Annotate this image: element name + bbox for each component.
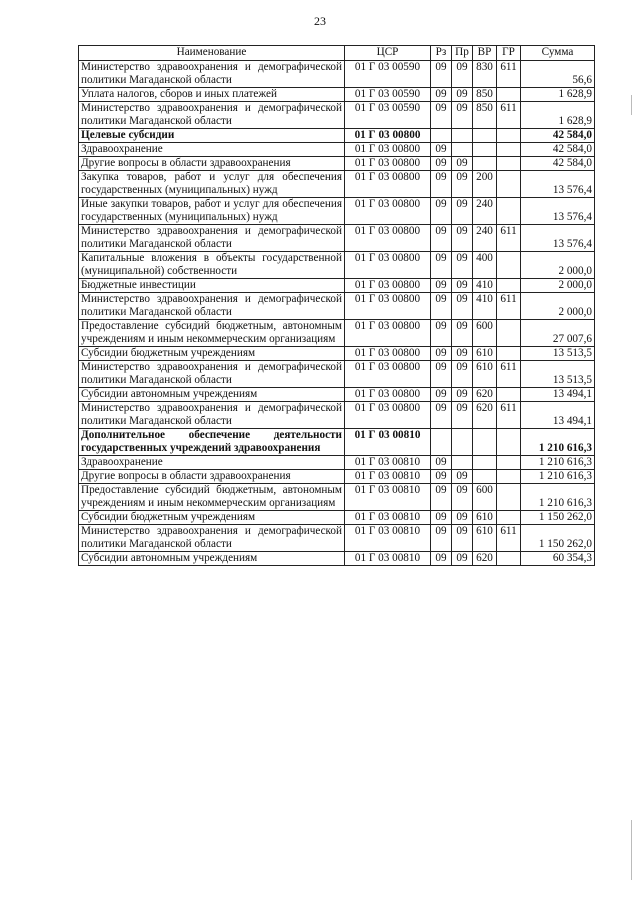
cell-gr	[497, 552, 521, 566]
table-row	[79, 102, 595, 129]
cell-vr: 610	[473, 511, 497, 525]
cell-name: Субсидии бюджетным учреждениям	[79, 347, 345, 361]
cell-rz: 09	[431, 361, 452, 388]
cell-name: Министерство здравоохранения и демографической политики Магаданской области	[79, 225, 345, 252]
cell-csr: 01 Г 03 00800	[345, 157, 431, 171]
cell-pr	[452, 456, 473, 470]
cell-rz: 09	[431, 198, 452, 225]
table-row	[79, 402, 595, 429]
header-name: Наименование	[79, 46, 345, 61]
cell-gr: 611	[497, 361, 521, 388]
cell-pr: 09	[452, 88, 473, 102]
cell-pr: 09	[452, 552, 473, 566]
cell-pr: 09	[452, 225, 473, 252]
cell-vr: 400	[473, 252, 497, 279]
cell-rz: 09	[431, 61, 452, 88]
cell-sum: 42 584,0	[521, 143, 595, 157]
cell-csr: 01 Г 03 00810	[345, 456, 431, 470]
table-row	[79, 293, 595, 320]
cell-vr: 600	[473, 320, 497, 347]
cell-name: Министерство здравоохранения и демографической политики Магаданской области	[79, 102, 345, 129]
cell-vr: 610	[473, 361, 497, 388]
cell-pr: 09	[452, 511, 473, 525]
cell-name: Министерство здравоохранения и демографической политики Магаданской области	[79, 293, 345, 320]
cell-sum: 2 000,0	[521, 293, 595, 320]
cell-rz: 09	[431, 456, 452, 470]
cell-gr	[497, 143, 521, 157]
cell-vr	[473, 429, 497, 456]
cell-pr: 09	[452, 320, 473, 347]
cell-pr: 09	[452, 484, 473, 511]
cell-csr: 01 Г 03 00800	[345, 320, 431, 347]
table-row	[79, 552, 595, 566]
cell-csr: 01 Г 03 00800	[345, 388, 431, 402]
cell-name: Бюджетные инвестиции	[79, 279, 345, 293]
cell-pr: 09	[452, 102, 473, 129]
cell-vr: 410	[473, 279, 497, 293]
cell-name: Министерство здравоохранения и демографической политики Магаданской области	[79, 61, 345, 88]
cell-pr: 09	[452, 293, 473, 320]
cell-csr: 01 Г 03 00590	[345, 88, 431, 102]
cell-csr: 01 Г 03 00800	[345, 225, 431, 252]
scan-edge-mark	[631, 820, 632, 880]
cell-name: Субсидии бюджетным учреждениям	[79, 511, 345, 525]
cell-rz: 09	[431, 484, 452, 511]
cell-sum: 60 354,3	[521, 552, 595, 566]
cell-name: Министерство здравоохранения и демографической политики Магаданской области	[79, 525, 345, 552]
table-row	[79, 225, 595, 252]
cell-gr	[497, 470, 521, 484]
cell-sum: 13 494,1	[521, 388, 595, 402]
cell-sum: 1 210 616,3	[521, 484, 595, 511]
table-row	[79, 157, 595, 171]
cell-csr: 01 Г 03 00800	[345, 252, 431, 279]
cell-sum: 13 513,5	[521, 347, 595, 361]
cell-gr	[497, 429, 521, 456]
cell-name: Министерство здравоохранения и демографической политики Магаданской области	[79, 402, 345, 429]
cell-gr	[497, 171, 521, 198]
cell-sum: 1 628,9	[521, 88, 595, 102]
table-row	[79, 129, 595, 143]
cell-csr: 01 Г 03 00800	[345, 198, 431, 225]
cell-pr: 09	[452, 279, 473, 293]
cell-csr: 01 Г 03 00810	[345, 511, 431, 525]
cell-csr: 01 Г 03 00800	[345, 129, 431, 143]
cell-pr: 09	[452, 361, 473, 388]
cell-vr	[473, 157, 497, 171]
cell-csr: 01 Г 03 00590	[345, 61, 431, 88]
cell-rz: 09	[431, 88, 452, 102]
cell-csr: 01 Г 03 00590	[345, 102, 431, 129]
header-sum: Сумма	[521, 46, 595, 61]
cell-sum: 13 576,4	[521, 171, 595, 198]
cell-gr: 611	[497, 293, 521, 320]
cell-name: Здравоохранение	[79, 456, 345, 470]
header-gr: ГР	[497, 46, 521, 61]
header-csr: ЦСР	[345, 46, 431, 61]
cell-sum: 1 628,9	[521, 102, 595, 129]
cell-gr	[497, 347, 521, 361]
table-row	[79, 171, 595, 198]
cell-csr: 01 Г 03 00810	[345, 470, 431, 484]
cell-rz	[431, 129, 452, 143]
scan-edge-mark	[631, 95, 632, 115]
cell-pr: 09	[452, 470, 473, 484]
cell-pr: 09	[452, 402, 473, 429]
cell-rz: 09	[431, 320, 452, 347]
cell-pr: 09	[452, 525, 473, 552]
table-row	[79, 484, 595, 511]
cell-rz: 09	[431, 388, 452, 402]
table-row	[79, 143, 595, 157]
cell-vr	[473, 456, 497, 470]
table-row	[79, 320, 595, 347]
cell-csr: 01 Г 03 00800	[345, 171, 431, 198]
cell-name: Другие вопросы в области здравоохранения	[79, 157, 345, 171]
cell-gr	[497, 320, 521, 347]
cell-pr: 09	[452, 171, 473, 198]
cell-name: Дополнительное обеспечение деятельности государственных учреждений здравоохранения	[79, 429, 345, 456]
cell-rz: 09	[431, 511, 452, 525]
cell-pr	[452, 143, 473, 157]
cell-gr: 611	[497, 525, 521, 552]
table-header-row	[79, 46, 595, 61]
cell-sum: 1 210 616,3	[521, 470, 595, 484]
table-row	[79, 279, 595, 293]
table-row	[79, 388, 595, 402]
cell-csr: 01 Г 03 00800	[345, 347, 431, 361]
cell-rz: 09	[431, 225, 452, 252]
cell-vr: 200	[473, 171, 497, 198]
cell-csr: 01 Г 03 00800	[345, 361, 431, 388]
cell-csr: 01 Г 03 00800	[345, 402, 431, 429]
cell-rz: 09	[431, 552, 452, 566]
cell-gr	[497, 129, 521, 143]
table-row	[79, 525, 595, 552]
cell-pr: 09	[452, 61, 473, 88]
cell-vr: 600	[473, 484, 497, 511]
cell-name: Субсидии автономным учреждениям	[79, 388, 345, 402]
cell-csr: 01 Г 03 00800	[345, 143, 431, 157]
header-pr: Пр	[452, 46, 473, 61]
cell-gr: 611	[497, 61, 521, 88]
cell-vr: 620	[473, 402, 497, 429]
table-row	[79, 361, 595, 388]
cell-rz: 09	[431, 293, 452, 320]
cell-gr	[497, 252, 521, 279]
cell-rz: 09	[431, 102, 452, 129]
cell-sum: 13 576,4	[521, 225, 595, 252]
cell-sum: 1 150 262,0	[521, 525, 595, 552]
header-rz: Рз	[431, 46, 452, 61]
table-row	[79, 429, 595, 456]
cell-gr	[497, 279, 521, 293]
cell-name: Закупка товаров, работ и услуг для обеспечения государственных (муниципальных) нужд	[79, 171, 345, 198]
cell-name: Целевые субсидии	[79, 129, 345, 143]
cell-rz: 09	[431, 525, 452, 552]
cell-name: Здравоохранение	[79, 143, 345, 157]
table-row	[79, 347, 595, 361]
cell-gr	[497, 456, 521, 470]
table-row	[79, 61, 595, 88]
cell-vr	[473, 129, 497, 143]
cell-vr: 620	[473, 552, 497, 566]
cell-pr: 09	[452, 388, 473, 402]
cell-vr: 610	[473, 525, 497, 552]
cell-vr: 850	[473, 102, 497, 129]
cell-pr: 09	[452, 252, 473, 279]
cell-vr: 240	[473, 225, 497, 252]
cell-rz: 09	[431, 347, 452, 361]
header-vr: ВР	[473, 46, 497, 61]
cell-csr: 01 Г 03 00810	[345, 552, 431, 566]
cell-sum: 1 210 616,3	[521, 429, 595, 456]
cell-pr	[452, 429, 473, 456]
cell-vr: 610	[473, 347, 497, 361]
cell-rz: 09	[431, 157, 452, 171]
cell-sum: 13 494,1	[521, 402, 595, 429]
cell-sum: 42 584,0	[521, 129, 595, 143]
cell-sum: 1 150 262,0	[521, 511, 595, 525]
cell-name: Предоставление субсидий бюджетным, автономным учреждениям и иным некоммерческим организациям	[79, 484, 345, 511]
cell-sum: 2 000,0	[521, 252, 595, 279]
cell-vr: 620	[473, 388, 497, 402]
cell-csr: 01 Г 03 00810	[345, 429, 431, 456]
cell-csr: 01 Г 03 00800	[345, 279, 431, 293]
cell-vr	[473, 470, 497, 484]
cell-rz	[431, 429, 452, 456]
cell-rz: 09	[431, 402, 452, 429]
cell-pr: 09	[452, 198, 473, 225]
cell-vr: 830	[473, 61, 497, 88]
cell-vr: 410	[473, 293, 497, 320]
cell-sum: 56,6	[521, 61, 595, 88]
cell-pr	[452, 129, 473, 143]
cell-gr	[497, 388, 521, 402]
table-row	[79, 252, 595, 279]
cell-name: Уплата налогов, сборов и иных платежей	[79, 88, 345, 102]
cell-csr: 01 Г 03 00800	[345, 293, 431, 320]
table-row	[79, 511, 595, 525]
cell-rz: 09	[431, 171, 452, 198]
cell-csr: 01 Г 03 00810	[345, 525, 431, 552]
table-row	[79, 88, 595, 102]
table-body	[79, 61, 595, 566]
cell-sum: 27 007,6	[521, 320, 595, 347]
cell-pr: 09	[452, 347, 473, 361]
cell-name: Капитальные вложения в объекты государственной (муниципальной) собственности	[79, 252, 345, 279]
cell-sum: 13 576,4	[521, 198, 595, 225]
cell-vr	[473, 143, 497, 157]
cell-name: Субсидии автономным учреждениям	[79, 552, 345, 566]
budget-table	[78, 45, 595, 566]
cell-name: Министерство здравоохранения и демографической политики Магаданской области	[79, 361, 345, 388]
cell-rz: 09	[431, 279, 452, 293]
cell-sum: 1 210 616,3	[521, 456, 595, 470]
cell-gr	[497, 484, 521, 511]
cell-gr: 611	[497, 225, 521, 252]
cell-sum: 42 584,0	[521, 157, 595, 171]
cell-csr: 01 Г 03 00810	[345, 484, 431, 511]
cell-name: Предоставление субсидий бюджетным, автономным учреждениям и иным некоммерческим организациям	[79, 320, 345, 347]
cell-gr	[497, 88, 521, 102]
cell-gr: 611	[497, 402, 521, 429]
cell-vr: 850	[473, 88, 497, 102]
table-row	[79, 470, 595, 484]
cell-vr: 240	[473, 198, 497, 225]
cell-gr	[497, 198, 521, 225]
cell-sum: 13 513,5	[521, 361, 595, 388]
table-row	[79, 198, 595, 225]
cell-gr	[497, 511, 521, 525]
cell-pr: 09	[452, 157, 473, 171]
cell-rz: 09	[431, 143, 452, 157]
cell-name: Другие вопросы в области здравоохранения	[79, 470, 345, 484]
cell-name: Иные закупки товаров, работ и услуг для обеспечения государственных (муниципальных) нужд	[79, 198, 345, 225]
cell-rz: 09	[431, 470, 452, 484]
page-number: 23	[314, 14, 326, 28]
cell-gr: 611	[497, 102, 521, 129]
table-row	[79, 456, 595, 470]
cell-sum: 2 000,0	[521, 279, 595, 293]
cell-gr	[497, 157, 521, 171]
cell-rz: 09	[431, 252, 452, 279]
